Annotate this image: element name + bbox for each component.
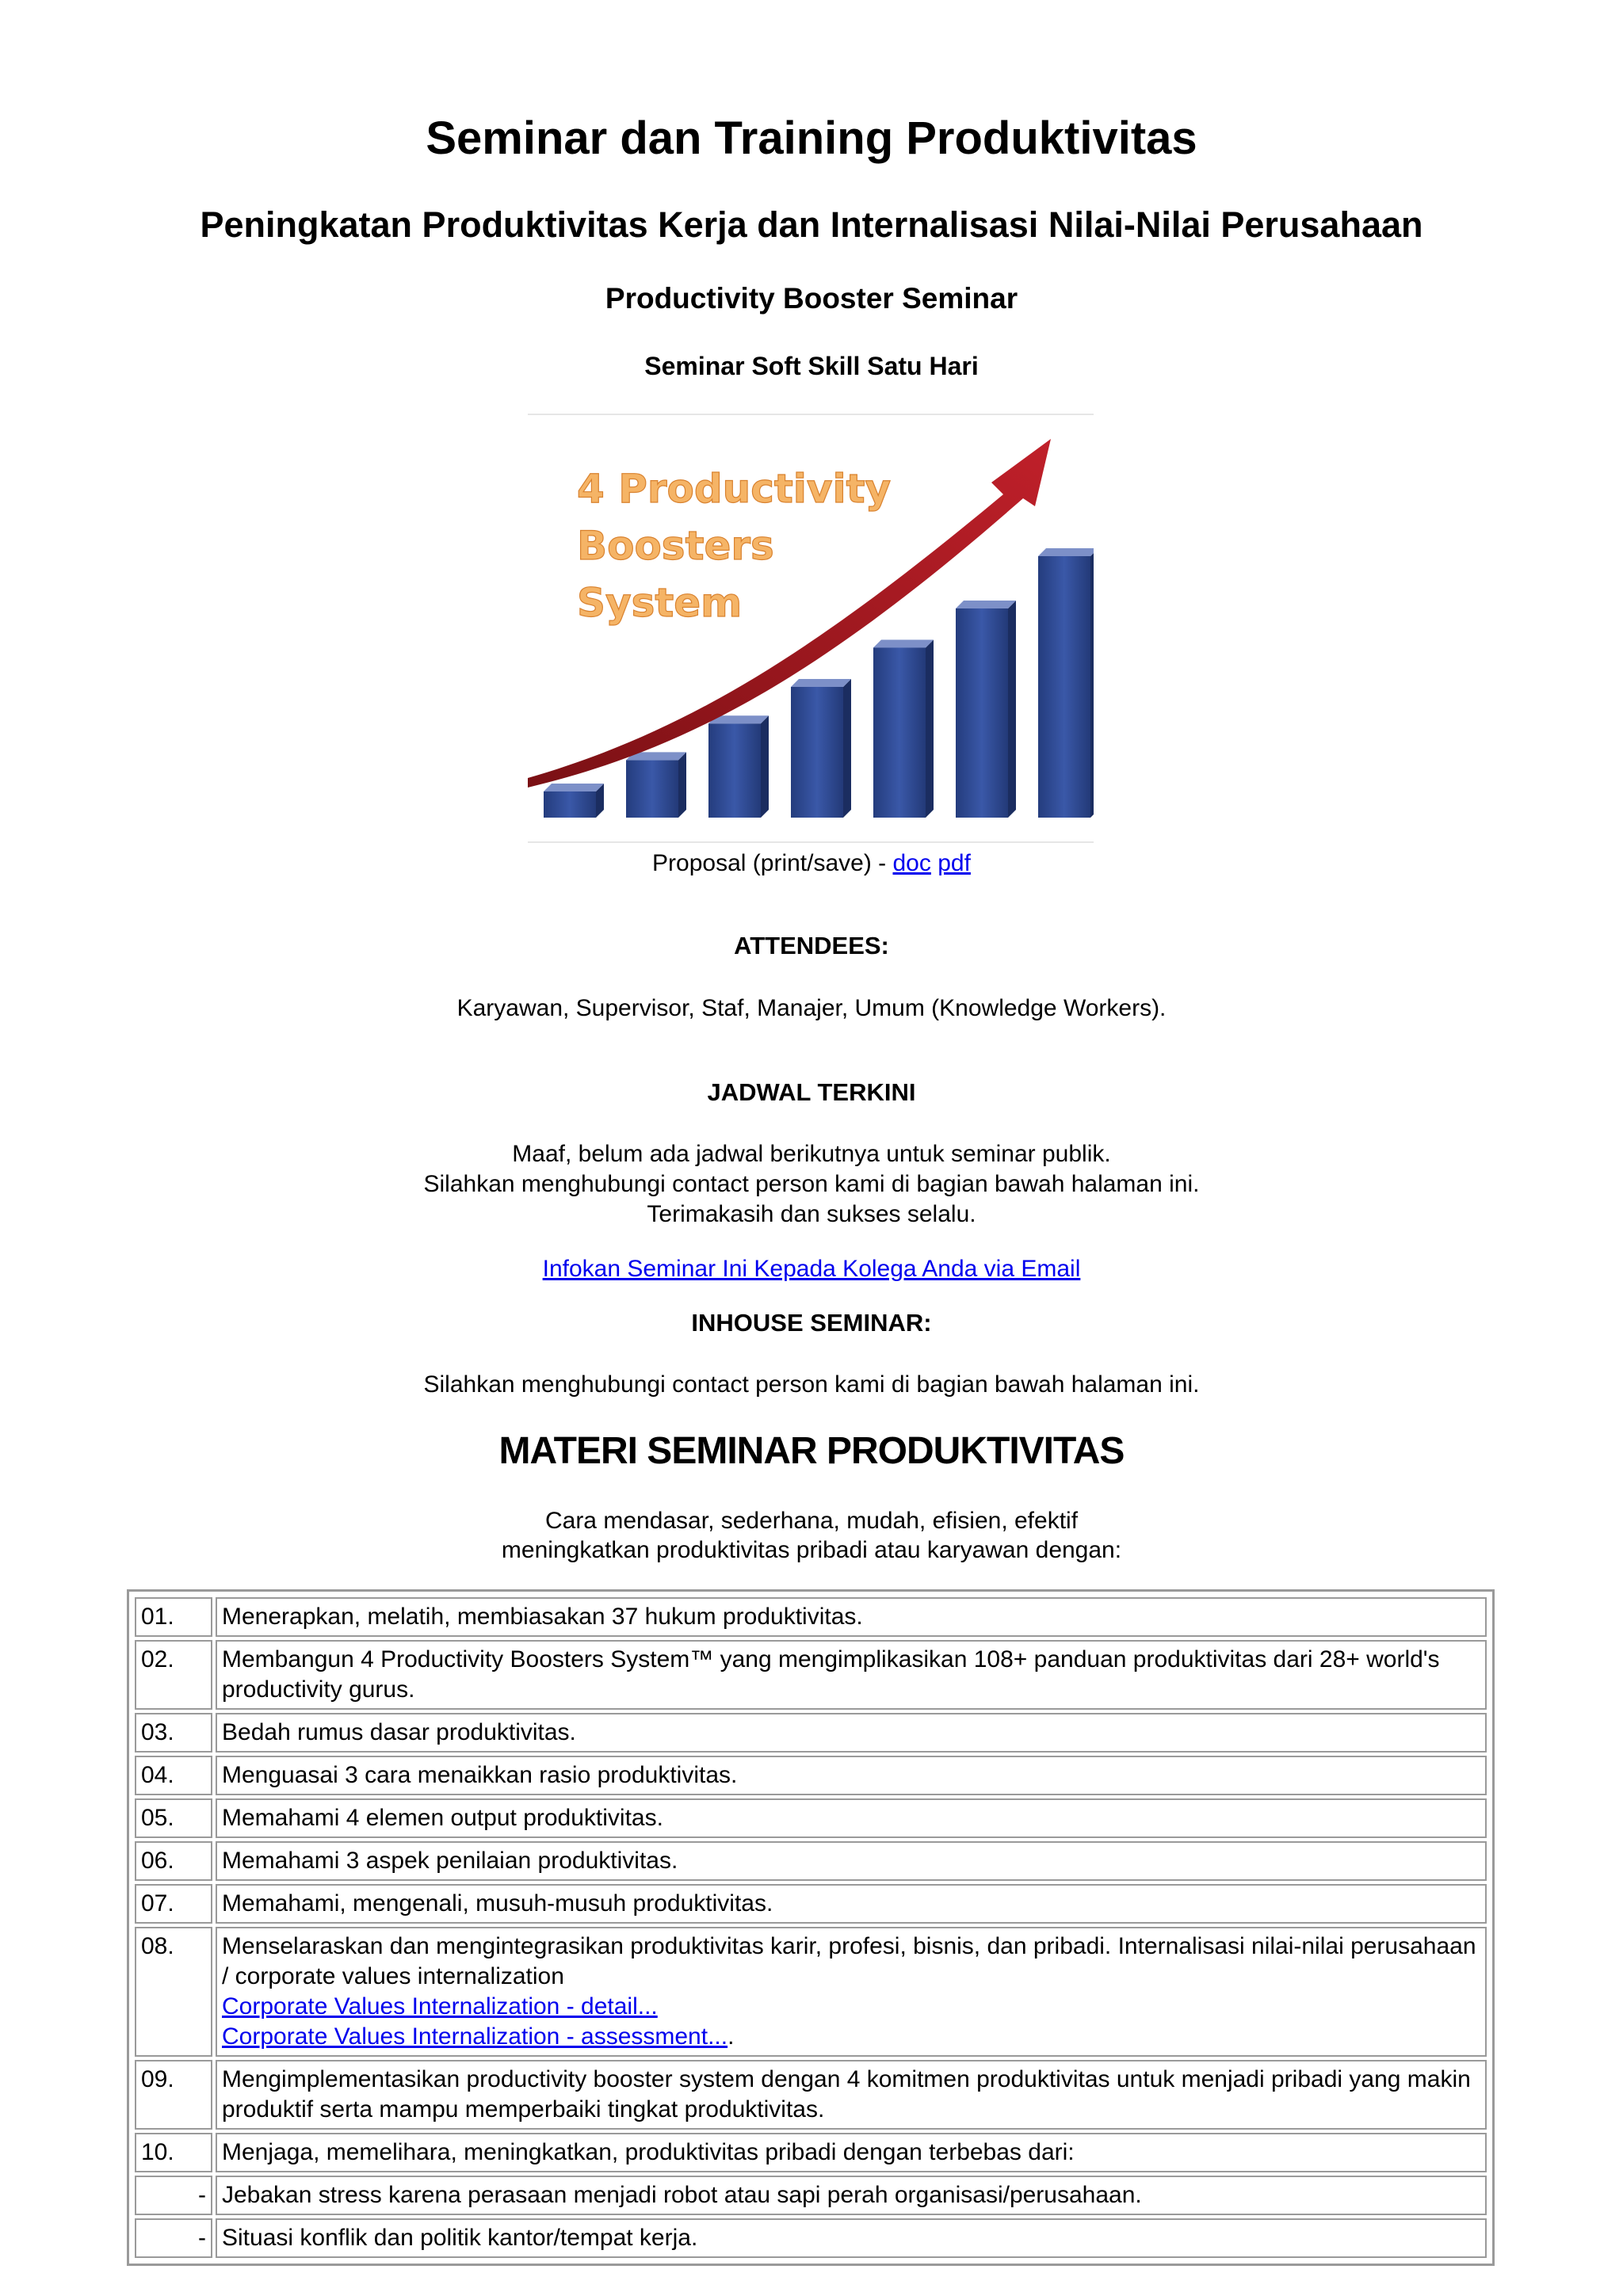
hero-text-line2: Boosters	[577, 523, 774, 569]
item-text: Menjaga, memelihara, meningkatkan, produktivitas pribadi dengan terbebas dari:	[216, 2133, 1487, 2172]
sub-item-marker: -	[135, 2176, 212, 2215]
table-row	[135, 1884, 1487, 1924]
item-text: Membangun 4 Productivity Boosters System™ yang mengimplikasikan 108+ panduan produktivitas dari 28+ world's productivity gurus.	[216, 1640, 1487, 1710]
item-text: Mengimplementasikan productivity booster system dengan 4 komitmen produktivitas untuk menjadi pribadi yang makin produktif serta mampu memperbaiki tingkat produktivitas.	[216, 2060, 1487, 2130]
attendees-heading: ATTENDEES:	[734, 932, 889, 959]
table-row	[135, 2133, 1487, 2172]
schedule-line-1: Maaf, belum ada jadwal berikutnya untuk seminar publik.	[512, 1141, 1111, 1167]
bar-side	[678, 752, 686, 818]
values-detail-link[interactable]: Corporate Values Internalization - detail...	[222, 1993, 658, 2019]
item-number: 08.	[135, 1927, 212, 2057]
sub-item-marker: -	[135, 2218, 212, 2258]
item-text-with-links	[216, 1927, 1487, 2057]
table-row	[135, 2060, 1487, 2130]
share-email-link[interactable]: Infokan Seminar Ini Kepada Kolega Anda via Email	[542, 1256, 1081, 1282]
bar-side	[843, 679, 851, 818]
share-link-row	[0, 1253, 1623, 1285]
item-text: Jebakan stress karena perasaan menjadi robot atau sapi perah organisasi/perusahaan.	[216, 2176, 1487, 2215]
materi-heading: MATERI SEMINAR PRODUKTIVITAS	[498, 1430, 1125, 1472]
hero-text-line1: 4 Productivity	[577, 466, 892, 512]
item-number: 04.	[135, 1756, 212, 1795]
table-row	[135, 1640, 1487, 1710]
table-row	[135, 2218, 1487, 2258]
bar	[544, 791, 596, 818]
item-text: Menguasai 3 cara menaikkan rasio produktivitas.	[216, 1756, 1487, 1795]
proposal-pdf-link[interactable]: pdf	[938, 850, 971, 876]
productivity-chart-illustration	[528, 415, 1094, 838]
materi-intro-1: Cara mendasar, sederhana, mudah, efisien, efektif	[544, 1508, 1079, 1534]
item-number: 07.	[135, 1884, 212, 1924]
schedule-line-2: Silahkan menghubungi contact person kami di bagian bawah halaman ini.	[423, 1171, 1200, 1197]
inhouse-text: Silahkan menghubungi contact person kami di bagian bawah halaman ini.	[423, 1371, 1200, 1398]
materi-table	[127, 1589, 1495, 2266]
bar	[626, 760, 678, 818]
schedule-line-3: Terimakasih dan sukses selalu.	[647, 1201, 976, 1227]
bar-top	[791, 679, 851, 687]
bar-side	[1008, 601, 1016, 818]
bar-top	[544, 784, 604, 791]
materi-intro-2: meningkatkan produktivitas pribadi atau karyawan dengan:	[501, 1537, 1122, 1563]
bar	[873, 648, 926, 818]
item-number: 01.	[135, 1597, 212, 1637]
materi-items	[132, 1594, 1490, 2261]
bar-side	[761, 715, 769, 818]
bar-top	[873, 640, 934, 648]
table-row	[135, 1841, 1487, 1881]
item-text: Menerapkan, melatih, membiasakan 37 hukum produktivitas.	[216, 1597, 1487, 1637]
item-number: 09.	[135, 2060, 212, 2130]
bar-top	[1038, 548, 1094, 556]
seminar-type: Seminar Soft Skill Satu Hari	[644, 352, 979, 380]
bar	[791, 687, 843, 818]
hero-image	[528, 414, 1094, 843]
proposal-doc-link[interactable]: doc	[892, 850, 931, 876]
proposal-label: Proposal (print/save) -	[652, 850, 893, 876]
table-row	[135, 1927, 1487, 2057]
page-title: Seminar dan Training Produktivitas	[426, 113, 1197, 164]
inhouse-heading: INHOUSE SEMINAR:	[691, 1309, 932, 1337]
bar	[1038, 556, 1090, 818]
bar-side	[926, 640, 934, 818]
item-text: Memahami, mengenali, musuh-musuh produktivitas.	[216, 1884, 1487, 1924]
table-row	[135, 1713, 1487, 1753]
item-text: Memahami 4 elemen output produktivitas.	[216, 1798, 1487, 1838]
proposal-line	[0, 848, 1623, 879]
item-text: Situasi konflik dan politik kantor/tempat kerja.	[216, 2218, 1487, 2258]
hero-text-line3: System	[577, 580, 743, 626]
item-number: 03.	[135, 1713, 212, 1753]
page-subtitle: Peningkatan Produktivitas Kerja dan Internalisasi Nilai-Nilai Perusahaan	[200, 204, 1423, 245]
table-row	[135, 2176, 1487, 2215]
item-number: 05.	[135, 1798, 212, 1838]
table-row	[135, 1597, 1487, 1637]
item-suffix: .	[727, 2023, 735, 2050]
table-row	[135, 1756, 1487, 1795]
bar	[956, 608, 1008, 818]
values-assessment-link[interactable]: Corporate Values Internalization - assessment...	[222, 2023, 728, 2050]
item-number: 02.	[135, 1640, 212, 1710]
item-text: Menselaraskan dan mengintegrasikan produktivitas karir, profesi, bisnis, dan pribadi. Internalisasi nilai-nilai perusahaan / corporate values internalization	[222, 1933, 1476, 1989]
bar-side	[1090, 548, 1094, 818]
item-number: 10.	[135, 2133, 212, 2172]
bar	[708, 723, 761, 818]
schedule-heading: JADWAL TERKINI	[707, 1078, 916, 1106]
seminar-name: Productivity Booster Seminar	[605, 282, 1018, 315]
table-row	[135, 1798, 1487, 1838]
item-number: 06.	[135, 1841, 212, 1881]
attendees-text: Karyawan, Supervisor, Staf, Manajer, Umum (Knowledge Workers).	[456, 995, 1167, 1021]
item-text: Bedah rumus dasar produktivitas.	[216, 1713, 1487, 1753]
item-text: Memahami 3 aspek penilaian produktivitas.	[216, 1841, 1487, 1881]
bar-top	[956, 601, 1016, 608]
